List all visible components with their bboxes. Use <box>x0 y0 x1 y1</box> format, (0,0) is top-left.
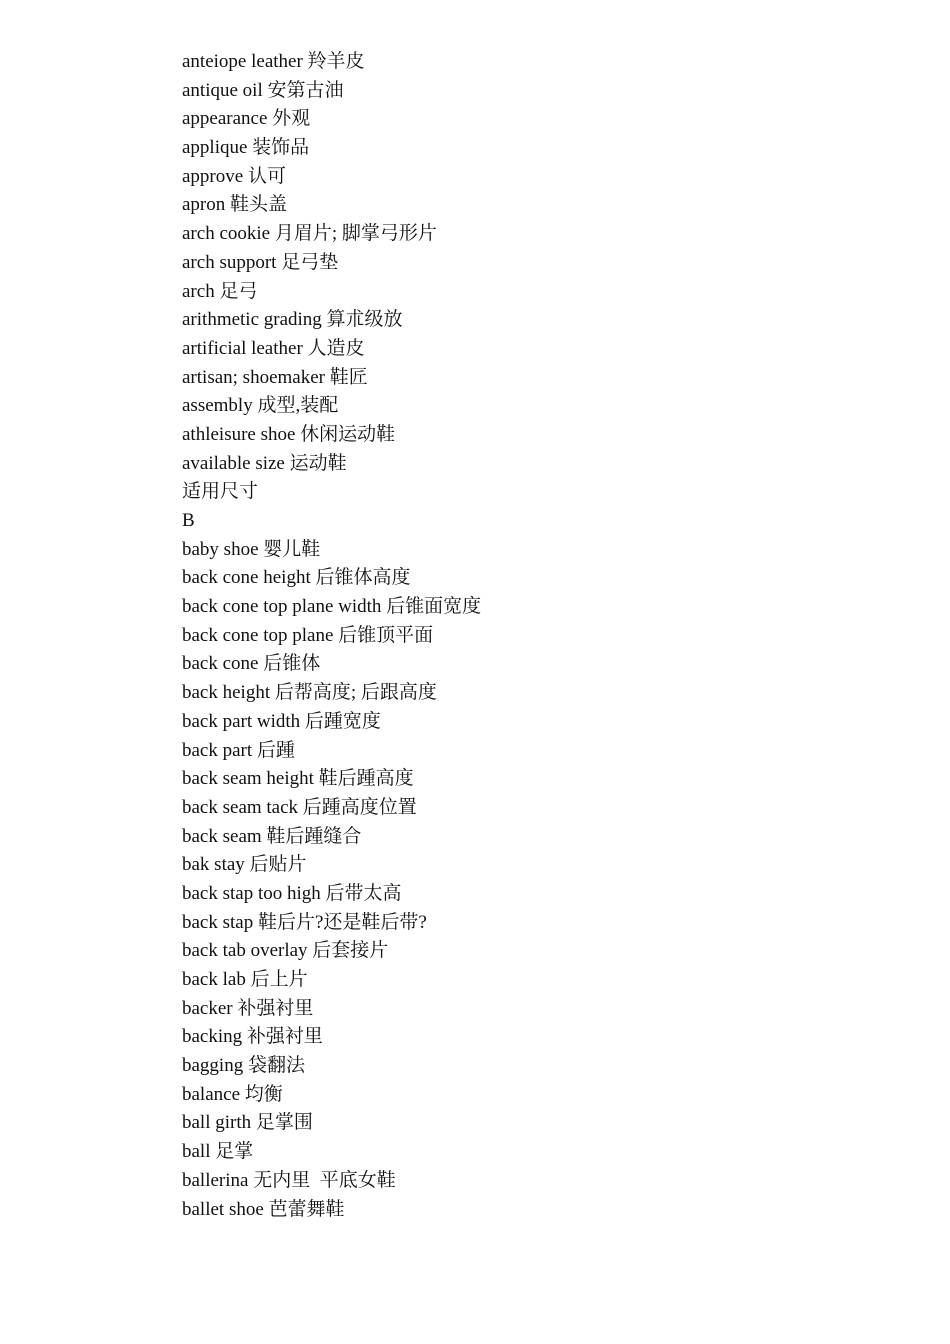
glossary-entry: arithmetic grading 算朮级放 <box>182 309 403 331</box>
glossary-entry: back height 后帮高度; 后跟高度 <box>182 682 437 704</box>
glossary-entry: back stap too high 后带太高 <box>182 882 402 904</box>
glossary-entry: back cone height 后锥体高度 <box>182 567 411 589</box>
glossary-entry: balance 均衡 <box>182 1083 283 1105</box>
glossary-entry: approve 认可 <box>182 165 286 187</box>
glossary-entry: B <box>182 510 195 531</box>
glossary-entry: back part width 后踵宽度 <box>182 710 381 732</box>
glossary-entry: athleisure shoe 休闲运动鞋 <box>182 423 396 445</box>
glossary-entry: antique oil 安第古油 <box>182 79 344 101</box>
glossary-entry: back cone top plane width 后锥面宽度 <box>182 596 482 618</box>
glossary-entry: available size 运动鞋 <box>182 452 347 474</box>
glossary-entry: back part 后踵 <box>182 739 295 761</box>
glossary-entry: back seam 鞋后踵缝合 <box>182 825 362 847</box>
glossary-entry: apron 鞋头盖 <box>182 194 288 216</box>
glossary-list <box>182 48 481 1224</box>
glossary-entry: 适用尺寸 <box>182 481 259 503</box>
glossary-entry: applique 装饰品 <box>182 137 310 159</box>
glossary-entry: artificial leather 人造皮 <box>182 337 365 359</box>
glossary-entry: ballerina 无内里 平底女鞋 <box>182 1169 396 1191</box>
glossary-entry: back cone top plane 后锥顶平面 <box>182 624 434 646</box>
glossary-entry: back stap 鞋后片?还是鞋后带? <box>182 911 427 933</box>
glossary-entry: baby shoe 婴儿鞋 <box>182 538 321 560</box>
glossary-entry: back lab 后上片 <box>182 969 308 990</box>
glossary-entry: back cone 后锥体 <box>182 653 321 675</box>
glossary-entry: back seam tack 后踵高度位置 <box>182 796 417 818</box>
glossary-entry: ball girth 足掌围 <box>182 1112 313 1134</box>
glossary-entry: back seam height 鞋后踵高度 <box>182 768 414 790</box>
glossary-entry: arch cookie 月眉片; 脚掌弓形片 <box>182 223 437 245</box>
glossary-entry: backing 补强衬里 <box>182 1026 323 1048</box>
glossary-entry: bagging 袋翻法 <box>182 1055 305 1077</box>
glossary-entry: backer 补强衬里 <box>182 997 314 1019</box>
glossary-entry: bak stay 后贴片 <box>182 854 307 876</box>
glossary-entry: anteiope leather 羚羊皮 <box>182 51 365 72</box>
glossary-entry: back tab overlay 后套接片 <box>182 940 389 962</box>
glossary-entry: arch support 足弓垫 <box>182 251 339 273</box>
glossary-entry: arch 足弓 <box>182 280 258 302</box>
glossary-entry: ball 足掌 <box>182 1141 254 1163</box>
glossary-entry: artisan; shoemaker 鞋匠 <box>182 366 368 388</box>
glossary-entry: assembly 成型,装配 <box>182 395 339 417</box>
glossary-entry: appearance 外观 <box>182 108 311 130</box>
glossary-entry: ballet shoe 芭蕾舞鞋 <box>182 1198 345 1220</box>
